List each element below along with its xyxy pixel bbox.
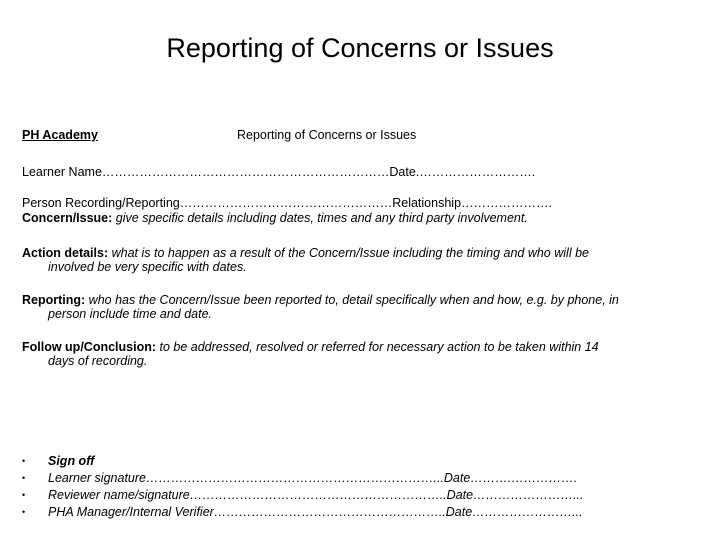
concern-text: give specific details including dates, times and any third party involvement. bbox=[115, 211, 528, 225]
follow-up-section bbox=[22, 340, 702, 368]
manager-verifier-field[interactable]: PHA Manager/Internal Verifier………………………………………………..Date……………………... bbox=[48, 505, 583, 519]
follow-up-text-line1: to be addressed, resolved or referred for necessary action to be taken within 14 bbox=[159, 340, 599, 354]
reporting-text-line2: person include time and date. bbox=[48, 307, 212, 321]
list-item bbox=[22, 453, 584, 470]
reporting-section bbox=[22, 293, 702, 321]
academy-label: PH Academy bbox=[22, 128, 98, 142]
learner-signature-field[interactable]: Learner signature……………………………………………………………...Date……….……………. bbox=[48, 471, 578, 485]
follow-up-text-line2: days of recording. bbox=[48, 354, 148, 368]
bullet-icon: • bbox=[22, 490, 26, 500]
list-item bbox=[22, 487, 584, 504]
action-text-line2: involved be very specific with dates. bbox=[48, 260, 247, 274]
reporting-text-line1: who has the Concern/Issue been reported to, detail specifically when and how, e.g. by phone, in bbox=[88, 293, 619, 307]
reporting-label: Reporting: bbox=[22, 293, 86, 307]
list-item bbox=[22, 504, 584, 521]
bullet-icon: • bbox=[22, 473, 26, 483]
bullet-icon: • bbox=[22, 456, 26, 466]
action-text-line1: what is to happen as a result of the Concern/Issue including the timing and who will be bbox=[111, 246, 589, 260]
list-item bbox=[22, 470, 584, 487]
action-label: Action details: bbox=[22, 246, 109, 260]
action-details-section bbox=[22, 246, 702, 274]
sign-off-list bbox=[22, 453, 584, 521]
reviewer-signature-field[interactable]: Reviewer name/signature……………………………………………………..Date……………………... bbox=[48, 488, 584, 502]
form-subtitle: Reporting of Concerns or Issues bbox=[237, 128, 417, 142]
sign-off-heading: Sign off bbox=[48, 454, 95, 468]
page-title: Reporting of Concerns or Issues bbox=[166, 33, 554, 63]
follow-up-label: Follow up/Conclusion: bbox=[22, 340, 157, 354]
person-recording-field[interactable]: Person Recording/Reporting……………………………………………Relationship…………………. bbox=[22, 196, 552, 210]
concern-issue-section bbox=[22, 211, 528, 226]
learner-name-field[interactable]: Learner Name……………………………………………………………Date.………………………. bbox=[22, 165, 536, 179]
concern-label: Concern/Issue: bbox=[22, 211, 113, 225]
bullet-icon: • bbox=[22, 507, 26, 517]
